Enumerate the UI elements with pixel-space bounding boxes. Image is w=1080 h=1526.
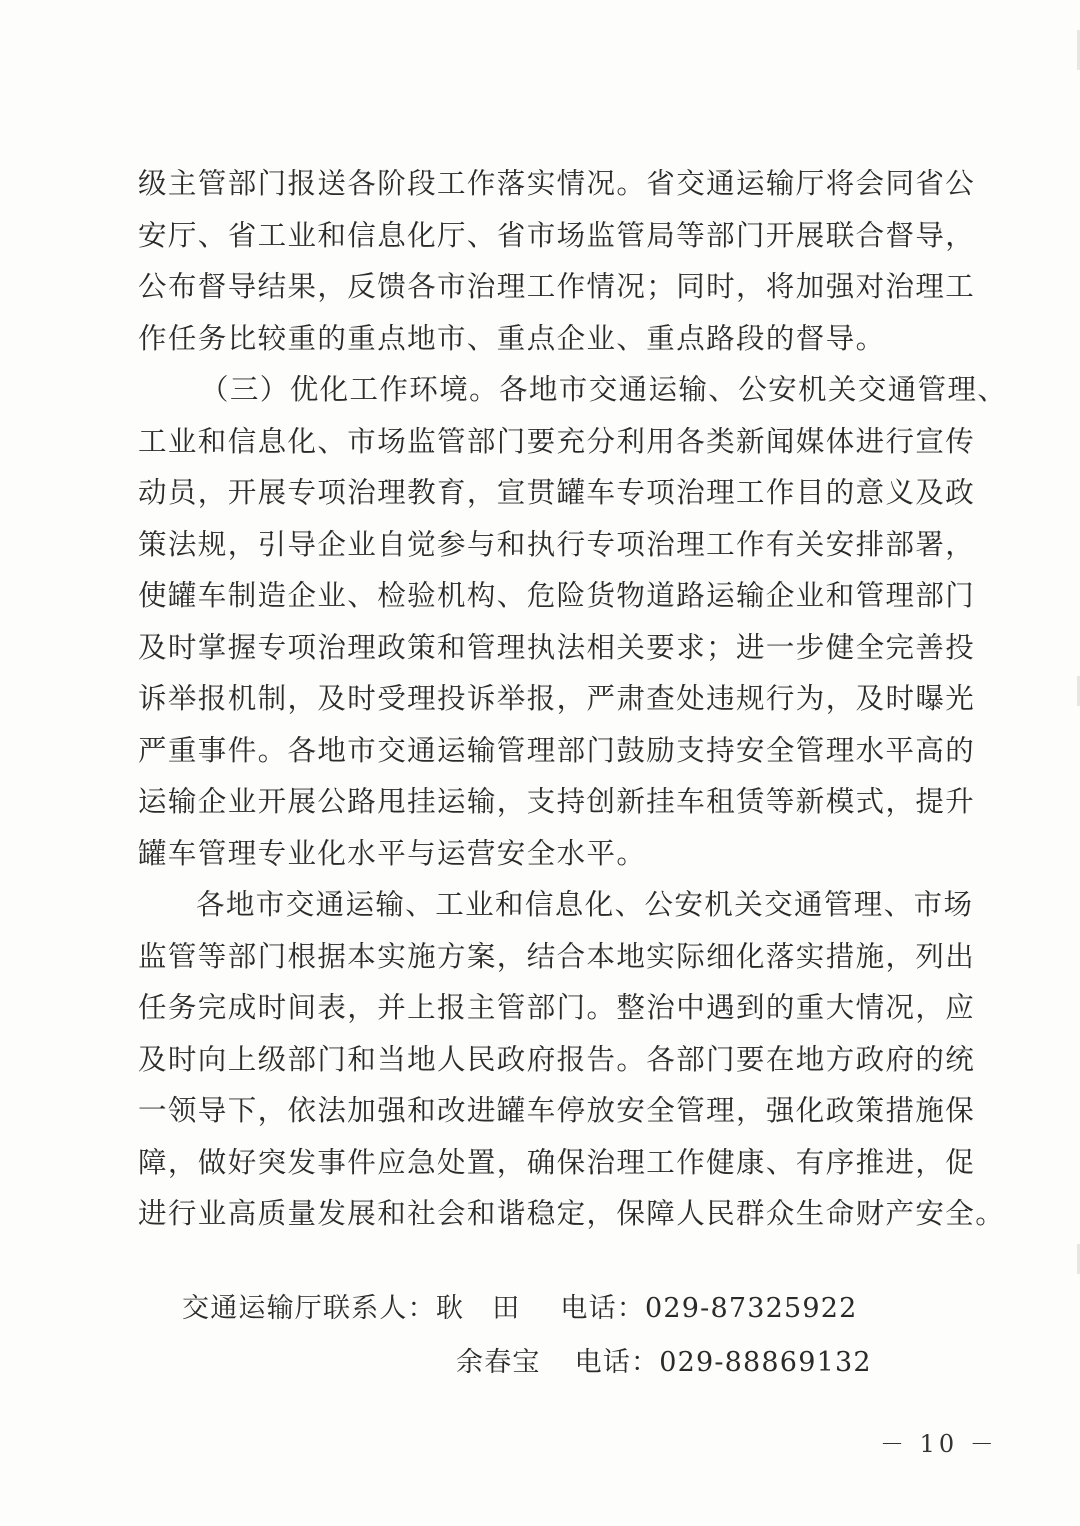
body-text — [138, 158, 1008, 1240]
paragraph-1-line-2: 安厅、省工业和信息化厅、省市场监管局等部门开展联合督导， — [138, 218, 976, 252]
contact-person-1-name: 耿 田 — [435, 1293, 521, 1324]
paragraph-2-line-4: 策法规，引导企业自觉参与和执行专项治理工作有关安排部署， — [138, 527, 976, 561]
contact-person-1-phone-label: 电话： — [560, 1293, 646, 1324]
paragraph-3-line-3: 任务完成时间表，并上报主管部门。整治中遇到的重大情况，应 — [138, 991, 976, 1024]
paragraph-2-line-5: 使罐车制造企业、检验机构、危险货物道路运输企业和管理部门 — [138, 579, 976, 612]
paragraph-2-line-10: 罐车管理专业化水平与运营安全水平。 — [138, 836, 647, 870]
contact-line-1 — [182, 1286, 858, 1325]
contact-person-1-phone: 029-87325922 — [645, 1293, 858, 1324]
paragraph-1-line-4: 作任务比较重的重点地市、重点企业、重点路段的督导。 — [138, 321, 886, 355]
contact-line-2 — [456, 1340, 872, 1379]
contact-person-2-phone-label: 电话： — [574, 1347, 660, 1378]
paragraph-2-line-2: 工业和信息化、市场监管部门要充分利用各类新闻媒体进行宣传 — [138, 424, 976, 458]
page-number: － 10 － — [880, 1430, 998, 1458]
paragraph-2-line-3: 动员，开展专项治理教育，宣贯罐车专项治理工作目的意义及政 — [138, 476, 976, 509]
paragraph-3-line-1: 各地市交通运输、工业和信息化、公安机关交通管理、市场 — [196, 888, 974, 921]
contact-person-2-name: 余春宝 — [456, 1347, 541, 1378]
paragraph-3-line-6: 障，做好突发事件应急处置，确保治理工作健康、有序推进，促 — [138, 1145, 976, 1179]
contact-org-label: 交通运输厅联系人： — [182, 1293, 436, 1324]
paragraph-3-line-2: 监管等部门根据本实施方案，结合本地实际细化落实措施，列出 — [138, 939, 976, 973]
paragraph-3-line-4: 及时向上级部门和当地人民政府报告。各部门要在地方政府的统 — [138, 1042, 976, 1076]
paragraph-1-line-1: 级主管部门报送各阶段工作落实情况。省交通运输厅将会同省公 — [138, 167, 976, 200]
paragraph-2-line-7: 诉举报机制，及时受理投诉举报，严肃查处违规行为，及时曝光 — [138, 682, 976, 715]
paragraph-2-line-1: （三）优化工作环境。各地市交通运输、公安机关交通管理、 — [200, 373, 1008, 406]
paragraph-2-line-6: 及时掌握专项治理政策和管理执法相关要求；进一步健全完善投 — [138, 630, 976, 664]
contact-person-2-phone: 029-88869132 — [659, 1347, 872, 1378]
paragraph-2-line-9: 运输企业开展公路甩挂运输，支持创新挂车租赁等新模式，提升 — [138, 785, 976, 818]
paragraph-1-line-3: 公布督导结果，反馈各市治理工作情况；同时，将加强对治理工 — [138, 270, 976, 303]
paragraph-3-line-7: 进行业高质量发展和社会和谐稳定，保障人民群众生命财产安全。 — [138, 1197, 1006, 1230]
paragraph-3-line-5: 一领导下，依法加强和改进罐车停放安全管理，强化政策措施保 — [138, 1094, 976, 1127]
paragraph-2-line-8: 严重事件。各地市交通运输管理部门鼓励支持安全管理水平高的 — [138, 733, 976, 767]
